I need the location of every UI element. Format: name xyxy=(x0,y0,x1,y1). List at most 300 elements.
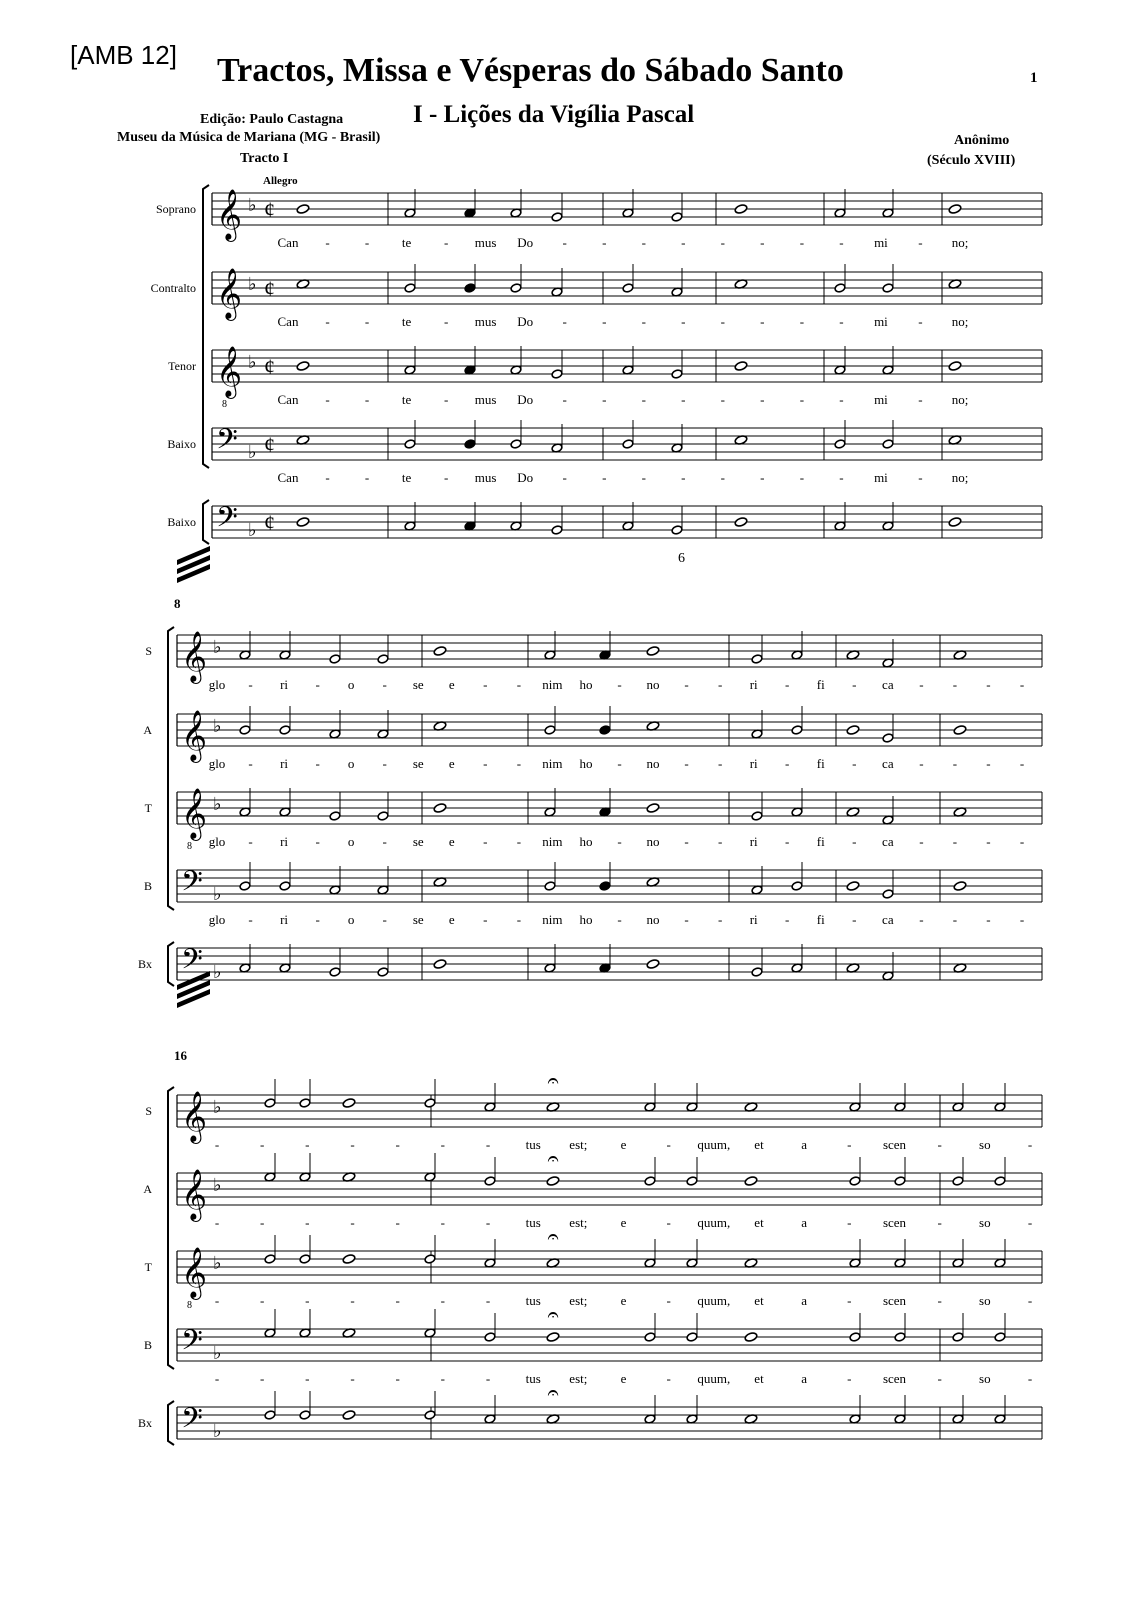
lyric-syllable: no xyxy=(646,912,660,927)
bass-clef-icon: 𝄢 xyxy=(181,1404,203,1441)
lyric-syllable: se xyxy=(412,912,424,927)
lyric-hyphen: - xyxy=(839,235,844,250)
lyric-hyphen: - xyxy=(684,756,689,771)
note-head xyxy=(751,811,763,821)
note-head xyxy=(952,1176,964,1186)
treble-clef-icon: 𝄞 xyxy=(181,711,208,760)
staff-label: S xyxy=(145,644,152,658)
lyric-syllable: scen xyxy=(882,1215,907,1230)
lyric-hyphen: - xyxy=(305,1137,310,1152)
lyric-hyphen: - xyxy=(395,1215,400,1230)
lyric-hyphen: - xyxy=(516,912,522,927)
note-head xyxy=(734,517,748,528)
measure-number: 8 xyxy=(174,596,181,611)
lyric-hyphen: - xyxy=(937,1215,942,1230)
lyric-hyphen: - xyxy=(562,235,567,250)
bass-clef-icon: 𝄢 xyxy=(216,425,238,462)
staff xyxy=(212,346,1042,382)
lyric-syllable: fi xyxy=(816,677,825,692)
lyric-hyphen: - xyxy=(214,1371,220,1386)
lyric-hyphen: - xyxy=(248,756,253,771)
lyric-hyphen: - xyxy=(666,1371,671,1386)
flat-key-signature-icon: ♭ xyxy=(213,962,222,982)
lyric-hyphen: - xyxy=(562,314,567,329)
lyric-hyphen: - xyxy=(315,677,320,692)
lyric-hyphen: - xyxy=(952,756,958,771)
flat-key-signature-icon: ♭ xyxy=(213,1253,222,1273)
lyric-hyphen: - xyxy=(799,314,805,329)
note-head xyxy=(948,361,962,372)
lyric-syllable: et xyxy=(754,1371,764,1386)
note-head xyxy=(599,881,611,891)
cut-time-icon: ¢ xyxy=(264,354,275,379)
lyric-hyphen: - xyxy=(602,235,607,250)
lyric-hyphen: - xyxy=(717,677,723,692)
note-head xyxy=(948,204,962,215)
lyric-syllable: Do xyxy=(517,470,534,485)
measure-number: 16 xyxy=(174,1048,187,1063)
lyric-hyphen: - xyxy=(717,912,723,927)
note-head xyxy=(296,361,310,372)
lyric-hyphen: - xyxy=(986,677,991,692)
lyric-syllable: no xyxy=(646,677,660,692)
lyric-syllable: nim xyxy=(542,912,563,927)
lyric-syllable: Can xyxy=(277,314,299,329)
note-head xyxy=(377,654,389,664)
lyric-hyphen: - xyxy=(1019,834,1025,849)
lyric-hyphen: - xyxy=(483,912,488,927)
lyric-hyphen: - xyxy=(516,756,522,771)
lyric-syllable: a xyxy=(801,1215,808,1230)
lyric-syllable: ho xyxy=(579,756,593,771)
note-head xyxy=(424,1254,436,1264)
lyric-hyphen: - xyxy=(259,1371,265,1386)
lyric-hyphen: - xyxy=(516,834,522,849)
lyric-hyphen: - xyxy=(720,470,725,485)
note-head xyxy=(424,1410,436,1420)
note-head xyxy=(377,811,389,821)
lyric-hyphen: - xyxy=(952,677,958,692)
lyric-hyphen: - xyxy=(641,314,646,329)
staff xyxy=(177,1391,1042,1439)
lyric-hyphen: - xyxy=(799,470,805,485)
lyric-hyphen: - xyxy=(847,1137,852,1152)
lyric-hyphen: - xyxy=(602,314,607,329)
page-number: 1 xyxy=(1030,70,1038,86)
lyric-hyphen: - xyxy=(259,1215,265,1230)
lyric-hyphen: - xyxy=(852,677,857,692)
lyric-hyphen: - xyxy=(350,1371,355,1386)
staff xyxy=(212,264,1042,304)
note-head xyxy=(671,212,683,222)
lyric-hyphen: - xyxy=(382,677,387,692)
bass-clef-icon: 𝄢 xyxy=(181,945,203,982)
lyric-hyphen: - xyxy=(364,235,370,250)
lyric-syllable: quum, xyxy=(697,1371,731,1386)
lyric-hyphen: - xyxy=(919,756,924,771)
lyric-syllable: Can xyxy=(277,392,299,407)
lyric-hyphen: - xyxy=(440,1293,446,1308)
lyric-syllable: glo xyxy=(208,756,226,771)
staff-label: Baixo xyxy=(167,515,196,529)
note-head xyxy=(264,1410,276,1420)
octave-mark: 8 xyxy=(222,399,227,410)
lyric-hyphen: - xyxy=(717,834,723,849)
lyric-hyphen: - xyxy=(214,1215,220,1230)
note-head xyxy=(279,725,291,735)
lyric-hyphen: - xyxy=(602,392,607,407)
note-head xyxy=(484,1176,496,1186)
lyric-syllable: et xyxy=(754,1137,764,1152)
note-head xyxy=(377,967,389,977)
staff-label: A xyxy=(143,1182,152,1196)
lyric-hyphen: - xyxy=(440,1215,446,1230)
tempo-marking: Allegro xyxy=(263,175,298,187)
lyric-hyphen: - xyxy=(918,314,923,329)
flat-key-signature-icon: ♭ xyxy=(248,442,257,462)
lyric-hyphen: - xyxy=(919,912,924,927)
flat-key-signature-icon: ♭ xyxy=(248,274,257,294)
note-head xyxy=(644,1176,656,1186)
staff xyxy=(177,1153,1042,1205)
lyric-hyphen: - xyxy=(986,912,991,927)
treble-clef-icon: 𝄞 xyxy=(181,1170,208,1219)
lyric-syllable: glo xyxy=(208,677,226,692)
note-head xyxy=(894,1332,906,1342)
lyric-hyphen: - xyxy=(952,834,958,849)
note-head xyxy=(546,1332,560,1343)
lyric-hyphen: - xyxy=(364,314,370,329)
lyric-hyphen: - xyxy=(305,1215,310,1230)
note-head xyxy=(551,369,563,379)
system-3 xyxy=(168,1079,1042,1445)
lyric-hyphen: - xyxy=(918,235,923,250)
lyric-syllable: o xyxy=(347,756,355,771)
lyric-syllable: et xyxy=(754,1293,764,1308)
note-head xyxy=(882,283,894,293)
staff-label: T xyxy=(144,801,152,815)
lyric-syllable: fi xyxy=(816,756,825,771)
lyric-syllable: se xyxy=(412,756,424,771)
note-head xyxy=(948,517,962,528)
note-head xyxy=(239,725,251,735)
lyric-hyphen: - xyxy=(641,235,646,250)
lyric-hyphen: - xyxy=(350,1293,355,1308)
note-head xyxy=(299,1254,311,1264)
lyric-syllable: te xyxy=(401,235,412,250)
lyric-hyphen: - xyxy=(1027,1215,1033,1230)
lyric-syllable: est; xyxy=(569,1137,588,1152)
lyric-hyphen: - xyxy=(684,834,689,849)
note-head xyxy=(994,1176,1006,1186)
lyric-hyphen: - xyxy=(1019,912,1025,927)
octave-mark: 8 xyxy=(187,1300,192,1311)
lyric-syllable: ca xyxy=(882,756,894,771)
treble-clef-icon: 𝄞 xyxy=(216,190,243,239)
lyric-hyphen: - xyxy=(937,1293,942,1308)
lyric-hyphen: - xyxy=(602,470,607,485)
archive-credit: Museu da Música de Mariana (MG - Brasil) xyxy=(117,130,381,145)
note-head xyxy=(882,733,894,743)
lyric-hyphen: - xyxy=(440,1137,446,1152)
composer-period: (Século XVIII) xyxy=(927,153,1016,168)
lyric-syllable: no; xyxy=(951,470,969,485)
lyric-syllable: mi xyxy=(874,314,888,329)
lyric-syllable: e xyxy=(620,1215,627,1230)
lyric-hyphen: - xyxy=(760,314,765,329)
lyric-syllable: scen xyxy=(882,1137,907,1152)
lyric-syllable: no; xyxy=(951,235,969,250)
lyric-syllable: se xyxy=(412,834,424,849)
note-head xyxy=(894,1176,906,1186)
lyric-syllable: mus xyxy=(474,314,497,329)
lyric-hyphen: - xyxy=(847,1215,852,1230)
lyric-hyphen: - xyxy=(918,470,923,485)
lyric-hyphen: - xyxy=(485,1371,491,1386)
lyric-hyphen: - xyxy=(952,912,958,927)
lyric-syllable: mi xyxy=(874,235,888,250)
lyric-hyphen: - xyxy=(485,1215,491,1230)
lyric-syllable: e xyxy=(448,834,455,849)
lyric-syllable: so xyxy=(979,1371,991,1386)
continuo-bracket xyxy=(168,1401,174,1445)
lyric-syllable: ri xyxy=(749,834,758,849)
lyric-hyphen: - xyxy=(443,235,449,250)
system-separator-icon xyxy=(177,546,210,583)
lyric-hyphen: - xyxy=(617,677,622,692)
note-head xyxy=(342,1410,356,1421)
note-head xyxy=(622,283,634,293)
note-head xyxy=(484,1332,496,1342)
staff-label: Bx xyxy=(137,957,152,971)
lyric-syllable: te xyxy=(401,314,412,329)
continuo-bracket xyxy=(203,500,209,544)
note-head xyxy=(952,1332,964,1342)
lyric-syllable: ri xyxy=(749,756,758,771)
lyric-syllable: ri xyxy=(280,677,289,692)
lyric-syllable: o xyxy=(347,912,355,927)
lyric-hyphen: - xyxy=(785,834,790,849)
staff xyxy=(212,502,1042,538)
lyric-syllable: e xyxy=(448,677,455,692)
lyric-syllable: glo xyxy=(208,834,226,849)
lyric-hyphen: - xyxy=(315,834,320,849)
lyric-hyphen: - xyxy=(395,1293,400,1308)
bass-clef-icon: 𝄢 xyxy=(181,867,203,904)
treble-clef-icon: 𝄞 xyxy=(216,269,243,318)
system-2 xyxy=(168,627,1042,1008)
lyric-syllable: so xyxy=(979,1215,991,1230)
lyric-hyphen: - xyxy=(485,1137,491,1152)
lyric-hyphen: - xyxy=(681,314,686,329)
note-head xyxy=(404,439,416,449)
lyric-syllable: te xyxy=(401,470,412,485)
lyric-hyphen: - xyxy=(847,1371,852,1386)
lyric-hyphen: - xyxy=(852,756,857,771)
lyric-hyphen: - xyxy=(483,756,488,771)
lyric-hyphen: - xyxy=(918,392,923,407)
flat-key-signature-icon: ♭ xyxy=(213,794,222,814)
treble-clef-icon: 𝄞 xyxy=(181,632,208,681)
note-head xyxy=(279,881,291,891)
octave-mark: 8 xyxy=(187,841,192,852)
fermata-icon: 𝄐 xyxy=(547,1070,559,1092)
note-head xyxy=(464,283,476,293)
lyric-syllable: a xyxy=(801,1137,808,1152)
staff-label: Soprano xyxy=(156,202,196,216)
note-head xyxy=(342,1098,356,1109)
note-head xyxy=(239,881,251,891)
piece-name: Tracto I xyxy=(240,151,289,166)
lyric-hyphen: - xyxy=(259,1137,265,1152)
staff-label: Contralto xyxy=(150,281,196,295)
lyric-hyphen: - xyxy=(1019,677,1025,692)
lyric-hyphen: - xyxy=(350,1215,355,1230)
note-head xyxy=(546,1176,560,1187)
note-head xyxy=(299,1098,311,1108)
staff xyxy=(212,420,1042,460)
note-head xyxy=(686,1176,698,1186)
lyric-hyphen: - xyxy=(785,756,790,771)
note-head xyxy=(744,1332,758,1343)
note-head xyxy=(329,811,341,821)
lyric-hyphen: - xyxy=(760,235,765,250)
lyric-syllable: te xyxy=(401,392,412,407)
note-head xyxy=(882,889,894,899)
flat-key-signature-icon: ♭ xyxy=(213,1421,222,1441)
note-head xyxy=(646,803,660,814)
lyric-hyphen: - xyxy=(681,235,686,250)
lyric-hyphen: - xyxy=(839,314,844,329)
staff-label: Tenor xyxy=(168,359,196,373)
lyric-syllable: glo xyxy=(208,912,226,927)
note-head xyxy=(510,283,522,293)
fermata-icon: 𝄐 xyxy=(547,1226,559,1248)
lyric-syllable: e xyxy=(448,756,455,771)
note-head xyxy=(751,967,763,977)
lyric-hyphen: - xyxy=(443,392,449,407)
lyric-hyphen: - xyxy=(325,470,330,485)
lyric-syllable: ri xyxy=(749,677,758,692)
lyric-hyphen: - xyxy=(382,834,387,849)
lyric-syllable: quum, xyxy=(697,1137,731,1152)
lyric-hyphen: - xyxy=(847,1293,852,1308)
cut-time-icon: ¢ xyxy=(264,432,275,457)
cut-time-icon: ¢ xyxy=(264,510,275,535)
flat-key-signature-icon: ♭ xyxy=(213,1343,222,1363)
lyric-hyphen: - xyxy=(325,314,330,329)
lyric-syllable: ca xyxy=(882,677,894,692)
lyric-syllable: ri xyxy=(280,912,289,927)
note-head xyxy=(329,967,341,977)
lyric-syllable: fi xyxy=(816,834,825,849)
lyric-hyphen: - xyxy=(641,392,646,407)
note-head xyxy=(994,1332,1006,1342)
treble-clef-icon: 𝄞 xyxy=(181,1248,208,1297)
lyric-syllable: ho xyxy=(579,677,593,692)
lyric-hyphen: - xyxy=(839,470,844,485)
lyric-syllable: ca xyxy=(882,834,894,849)
note-head xyxy=(646,959,660,970)
lyric-syllable: est; xyxy=(569,1293,588,1308)
flat-key-signature-icon: ♭ xyxy=(213,1097,222,1117)
lyric-hyphen: - xyxy=(562,470,567,485)
bass-clef-icon: 𝄢 xyxy=(216,503,238,540)
lyric-syllable: Do xyxy=(517,314,534,329)
lyric-hyphen: - xyxy=(617,756,622,771)
note-head xyxy=(342,1254,356,1265)
note-head xyxy=(791,881,803,891)
note-head xyxy=(433,803,447,814)
note-head xyxy=(622,439,634,449)
staff xyxy=(177,788,1042,825)
lyric-hyphen: - xyxy=(259,1293,265,1308)
lyric-hyphen: - xyxy=(382,912,387,927)
fermata-icon: 𝄐 xyxy=(547,1382,559,1404)
lyric-hyphen: - xyxy=(666,1137,671,1152)
lyric-hyphen: - xyxy=(919,677,924,692)
flat-key-signature-icon: ♭ xyxy=(248,520,257,540)
flat-key-signature-icon: ♭ xyxy=(248,195,257,215)
note-head xyxy=(551,525,563,535)
lyric-syllable: a xyxy=(801,1371,808,1386)
lyric-hyphen: - xyxy=(382,756,387,771)
staff-label: Bx xyxy=(137,1416,152,1430)
bass-clef-icon: 𝄢 xyxy=(181,1326,203,1363)
lyric-syllable: o xyxy=(347,834,355,849)
note-head xyxy=(644,1332,656,1342)
lyric-hyphen: - xyxy=(443,314,449,329)
lyric-syllable: mi xyxy=(874,392,888,407)
lyric-syllable: e xyxy=(620,1137,627,1152)
editor-credit: Edição: Paulo Castagna xyxy=(200,112,344,127)
lyric-hyphen: - xyxy=(483,677,488,692)
lyric-hyphen: - xyxy=(1019,756,1025,771)
composer: Anônimo xyxy=(954,133,1010,148)
lyric-hyphen: - xyxy=(1027,1137,1033,1152)
lyric-hyphen: - xyxy=(440,1371,446,1386)
staff-label: T xyxy=(144,1260,152,1274)
note-head xyxy=(791,725,803,735)
note-head xyxy=(264,1254,276,1264)
lyric-hyphen: - xyxy=(305,1293,310,1308)
catalog-code: [AMB 12] xyxy=(70,40,177,70)
staff xyxy=(177,706,1042,746)
lyric-hyphen: - xyxy=(516,677,522,692)
lyric-syllable: a xyxy=(801,1293,808,1308)
lyric-syllable: so xyxy=(979,1293,991,1308)
note-head xyxy=(646,646,660,657)
staff xyxy=(177,1309,1042,1361)
lyric-syllable: ho xyxy=(579,912,593,927)
flat-key-signature-icon: ♭ xyxy=(248,352,257,372)
note-head xyxy=(299,1410,311,1420)
lyric-syllable: ho xyxy=(579,834,593,849)
staff xyxy=(177,944,1042,981)
lyric-hyphen: - xyxy=(785,912,790,927)
lyric-hyphen: - xyxy=(443,470,449,485)
lyric-hyphen: - xyxy=(717,756,723,771)
lyric-syllable: est; xyxy=(569,1371,588,1386)
figured-bass-number: 6 xyxy=(678,551,685,566)
lyric-hyphen: - xyxy=(684,677,689,692)
cut-time-icon: ¢ xyxy=(264,276,275,301)
note-head xyxy=(744,1176,758,1187)
lyric-hyphen: - xyxy=(485,1293,491,1308)
cut-time-icon: ¢ xyxy=(264,197,275,222)
lyric-hyphen: - xyxy=(350,1137,355,1152)
note-head xyxy=(846,725,860,736)
